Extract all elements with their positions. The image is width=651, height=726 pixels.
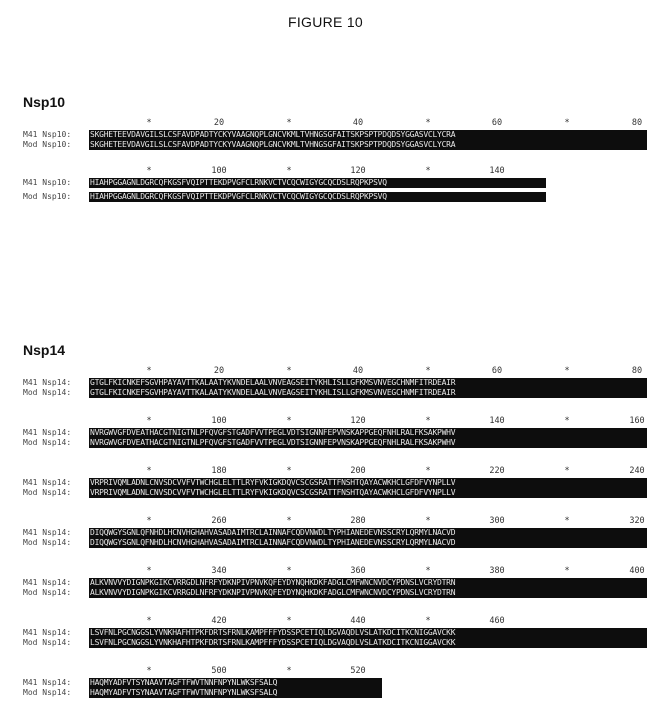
ruler-mark: * <box>286 466 292 476</box>
ruler-mark: * <box>564 516 570 526</box>
ruler-mark: * <box>286 366 292 376</box>
position-ruler <box>23 416 648 428</box>
ruler-mark: 120 <box>350 416 366 426</box>
sequence-row <box>23 578 648 588</box>
ruler-mark: * <box>564 466 570 476</box>
ruler-mark: 400 <box>629 566 645 576</box>
sequence-residues: DIQQWGYSGNLQFNHDLHCNVHGHAHVASADAIMTRCLAINNAFCQDVNWDLTYPHIANEDEVNSSCRYLQRMYLNACVD <box>89 528 647 538</box>
ruler-mark: 180 <box>211 466 227 476</box>
sequence-label: Mod Nsp14: <box>23 588 72 597</box>
ruler-mark: 300 <box>489 516 505 526</box>
ruler-mark: * <box>425 566 431 576</box>
ruler-mark: 380 <box>489 566 505 576</box>
ruler-mark: * <box>146 366 152 376</box>
ruler-mark: * <box>286 416 292 426</box>
sequence-row <box>23 130 648 140</box>
ruler-mark: 460 <box>489 616 505 626</box>
sequence-residues: SKGHETEEVDAVGILSLCSFAVDPADTYCKYVAAGNQPLGNCVKMLTVHNGSGFAITSKPSPTPDQDSYGGASVCLYCRA <box>89 140 647 150</box>
alignment-block <box>23 516 648 548</box>
sequence-residues: DIQQWGYSGNLQFNHDLHCNVHGHAHVASADAIMTRCLAINNAFCQDVNWDLTYPHIANEDEVNSSCRYLQRMYLNACVD <box>89 538 647 548</box>
sequence-residues: HIAHPGGAGNLDGRCQFKGSFVQIPTTEKDPVGFCLRNKVCTVCQCWIGYGCQCDSLRQPKPSVQ <box>89 192 546 202</box>
ruler-mark: 60 <box>491 366 503 376</box>
sequence-row <box>23 588 648 598</box>
ruler-mark: * <box>286 616 292 626</box>
sequence-residues: VRPRIVQMLADNLCNVSDCVVFVTWCHGLELTTLRYFVKIGKDQVCSCGSRATTFNSHTQAYACWKHCLGFDFVYNPLLV <box>89 488 647 498</box>
sequence-row <box>23 688 648 698</box>
sequence-row <box>23 428 648 438</box>
alignment-block <box>23 466 648 498</box>
ruler-mark: * <box>425 166 431 176</box>
sequence-row <box>23 538 648 548</box>
ruler-mark: * <box>564 118 570 128</box>
ruler-mark: 140 <box>489 166 505 176</box>
ruler-mark: * <box>425 416 431 426</box>
section-title-nsp10: Nsp10 <box>23 94 66 110</box>
sequence-label: Mod Nsp14: <box>23 688 72 697</box>
sequence-label: M41 Nsp10: <box>23 130 72 139</box>
ruler-mark: * <box>146 616 152 626</box>
position-ruler <box>23 118 648 130</box>
sequence-residues: GTGLFKICNKEFSGVHPAYAVTTKALAATYKVNDELAALVNVEAGSEITYKHLISLLGFKMSVNVEGCHNMFITRDEAIR <box>89 388 647 398</box>
figure-title: FIGURE 10 <box>287 14 364 30</box>
sequence-label: M41 Nsp14: <box>23 628 72 637</box>
ruler-mark: 260 <box>211 516 227 526</box>
alignment-block <box>23 616 648 648</box>
sequence-label: Mod Nsp14: <box>23 388 72 397</box>
alignment-block <box>23 416 648 448</box>
sequence-label: M41 Nsp14: <box>23 528 72 537</box>
alignment-block <box>23 118 648 150</box>
ruler-mark: * <box>146 666 152 676</box>
ruler-mark: * <box>564 416 570 426</box>
ruler-mark: * <box>146 566 152 576</box>
sequence-residues: HAQMYADFVTSYNAAVTAGFTFWVTNNFNPYNLWKSFSALQ <box>89 678 382 688</box>
ruler-mark: * <box>286 516 292 526</box>
ruler-mark: * <box>425 516 431 526</box>
position-ruler <box>23 616 648 628</box>
sequence-residues: LSVFNLPGCNGGSLYVNKHAFHTPKFDRTSFRNLKAMPFFFYDSSPCETIQLDGVAQDLVSLATKDCITKCNIGGAVCKK <box>89 628 647 638</box>
position-ruler <box>23 666 648 678</box>
sequence-residues: VRPRIVQMLADNLCNVSDCVVFVTWCHGLELTTLRYFVKIGKDQVCSCGSRATTFNSHTQAYACWKHCLGFDFVYNPLLV <box>89 478 647 488</box>
sequence-label: M41 Nsp14: <box>23 678 72 687</box>
alignment-block <box>23 366 648 398</box>
ruler-mark: * <box>425 366 431 376</box>
sequence-row <box>23 628 648 638</box>
ruler-mark: * <box>146 516 152 526</box>
ruler-mark: * <box>286 118 292 128</box>
ruler-mark: * <box>146 416 152 426</box>
sequence-row <box>23 192 648 202</box>
sequence-row <box>23 638 648 648</box>
sequence-label: Mod Nsp14: <box>23 638 72 647</box>
sequence-label: Mod Nsp10: <box>23 140 72 149</box>
sequence-residues: GTGLFKICNKEFSGVHPAYAVTTKALAATYKVNDELAALVNVEAGSEITYKHLISLLGFKMSVNVEGCHNMFITRDEAIR <box>89 378 647 388</box>
ruler-mark: 360 <box>350 566 366 576</box>
ruler-mark: 100 <box>211 166 227 176</box>
sequence-residues: HAQMYADFVTSYNAAVTAGFTFWVTNNFNPYNLWKSFSALQ <box>89 688 382 698</box>
alignment-block <box>23 166 648 202</box>
sequence-row <box>23 528 648 538</box>
ruler-mark: * <box>286 166 292 176</box>
alignment-block <box>23 566 648 598</box>
sequence-row <box>23 388 648 398</box>
ruler-mark: 340 <box>211 566 227 576</box>
sequence-label: Mod Nsp10: <box>23 192 72 201</box>
ruler-mark: 160 <box>629 416 645 426</box>
ruler-mark: 100 <box>211 416 227 426</box>
ruler-mark: 280 <box>350 516 366 526</box>
sequence-residues: SKGHETEEVDAVGILSLCSFAVDPADTYCKYVAAGNQPLGNCVKMLTVHNGSGFAITSKPSPTPDQDSYGGASVCLYCRA <box>89 130 647 140</box>
sequence-row <box>23 378 648 388</box>
ruler-mark: 440 <box>350 616 366 626</box>
sequence-label: M41 Nsp14: <box>23 378 72 387</box>
sequence-row <box>23 140 648 150</box>
sequence-residues: ALKVNVVYDIGNPKGIKCVRRGDLNFRFYDKNPIVPNVKQFEYDYNQHKDKFADGLCMFWNCNVDCYPDNSLVCRYDTRN <box>89 578 647 588</box>
sequence-residues: NVRGWVGFDVEATHACGTNIGTNLPFQVGFSTGADFVVTPEGLVDTSIGNNFEPVNSKAPPGEQFNHLRALFKSAKPWHV <box>89 428 647 438</box>
position-ruler <box>23 566 648 578</box>
position-ruler <box>23 166 648 178</box>
sequence-residues: ALKVNVVYDIGNPKGIKCVRRGDLNFRFYDKNPIVPNVKQFEYDYNQHKDKFADGLCMFWNCNVDCYPDNSLVCRYDTRN <box>89 588 647 598</box>
sequence-label: Mod Nsp14: <box>23 488 72 497</box>
position-ruler <box>23 466 648 478</box>
sequence-row <box>23 488 648 498</box>
sequence-label: M41 Nsp14: <box>23 428 72 437</box>
ruler-mark: 140 <box>489 416 505 426</box>
ruler-mark: 20 <box>213 118 225 128</box>
ruler-mark: * <box>146 166 152 176</box>
ruler-mark: * <box>146 118 152 128</box>
sequence-label: M41 Nsp14: <box>23 578 72 587</box>
ruler-mark: 500 <box>211 666 227 676</box>
ruler-mark: * <box>146 466 152 476</box>
ruler-mark: * <box>564 566 570 576</box>
ruler-mark: 80 <box>631 366 643 376</box>
sequence-label: M41 Nsp10: <box>23 178 72 187</box>
position-ruler <box>23 366 648 378</box>
ruler-mark: * <box>286 566 292 576</box>
ruler-mark: * <box>425 616 431 626</box>
ruler-mark: * <box>425 118 431 128</box>
sequence-label: Mod Nsp14: <box>23 538 72 547</box>
position-ruler <box>23 516 648 528</box>
sequence-label: Mod Nsp14: <box>23 438 72 447</box>
ruler-mark: 220 <box>489 466 505 476</box>
ruler-mark: 40 <box>352 366 364 376</box>
ruler-mark: 60 <box>491 118 503 128</box>
ruler-mark: 120 <box>350 166 366 176</box>
sequence-row <box>23 178 648 188</box>
ruler-mark: * <box>425 466 431 476</box>
sequence-label: M41 Nsp14: <box>23 478 72 487</box>
ruler-mark: 20 <box>213 366 225 376</box>
ruler-mark: 80 <box>631 118 643 128</box>
ruler-mark: 320 <box>629 516 645 526</box>
alignment-block <box>23 666 648 698</box>
sequence-row <box>23 478 648 488</box>
section-title-nsp14: Nsp14 <box>23 342 66 358</box>
sequence-residues: LSVFNLPGCNGGSLYVNKHAFHTPKFDRTSFRNLKAMPFFFYDSSPCETIQLDGVAQDLVSLATKDCITKCNIGGAVCKK <box>89 638 647 648</box>
ruler-mark: 40 <box>352 118 364 128</box>
sequence-residues: HIAHPGGAGNLDGRCQFKGSFVQIPTTEKDPVGFCLRNKVCTVCQCWIGYGCQCDSLRQPKPSVQ <box>89 178 546 188</box>
sequence-row <box>23 678 648 688</box>
ruler-mark: 240 <box>629 466 645 476</box>
ruler-mark: 200 <box>350 466 366 476</box>
ruler-mark: * <box>564 366 570 376</box>
sequence-residues: NVRGWVGFDVEATHACGTNIGTNLPFQVGFSTGADFVVTPEGLVDTSIGNNFEPVNSKAPPGEQFNHLRALFKSAKPWHV <box>89 438 647 448</box>
sequence-row <box>23 438 648 448</box>
ruler-mark: 420 <box>211 616 227 626</box>
ruler-mark: 520 <box>350 666 366 676</box>
ruler-mark: * <box>286 666 292 676</box>
